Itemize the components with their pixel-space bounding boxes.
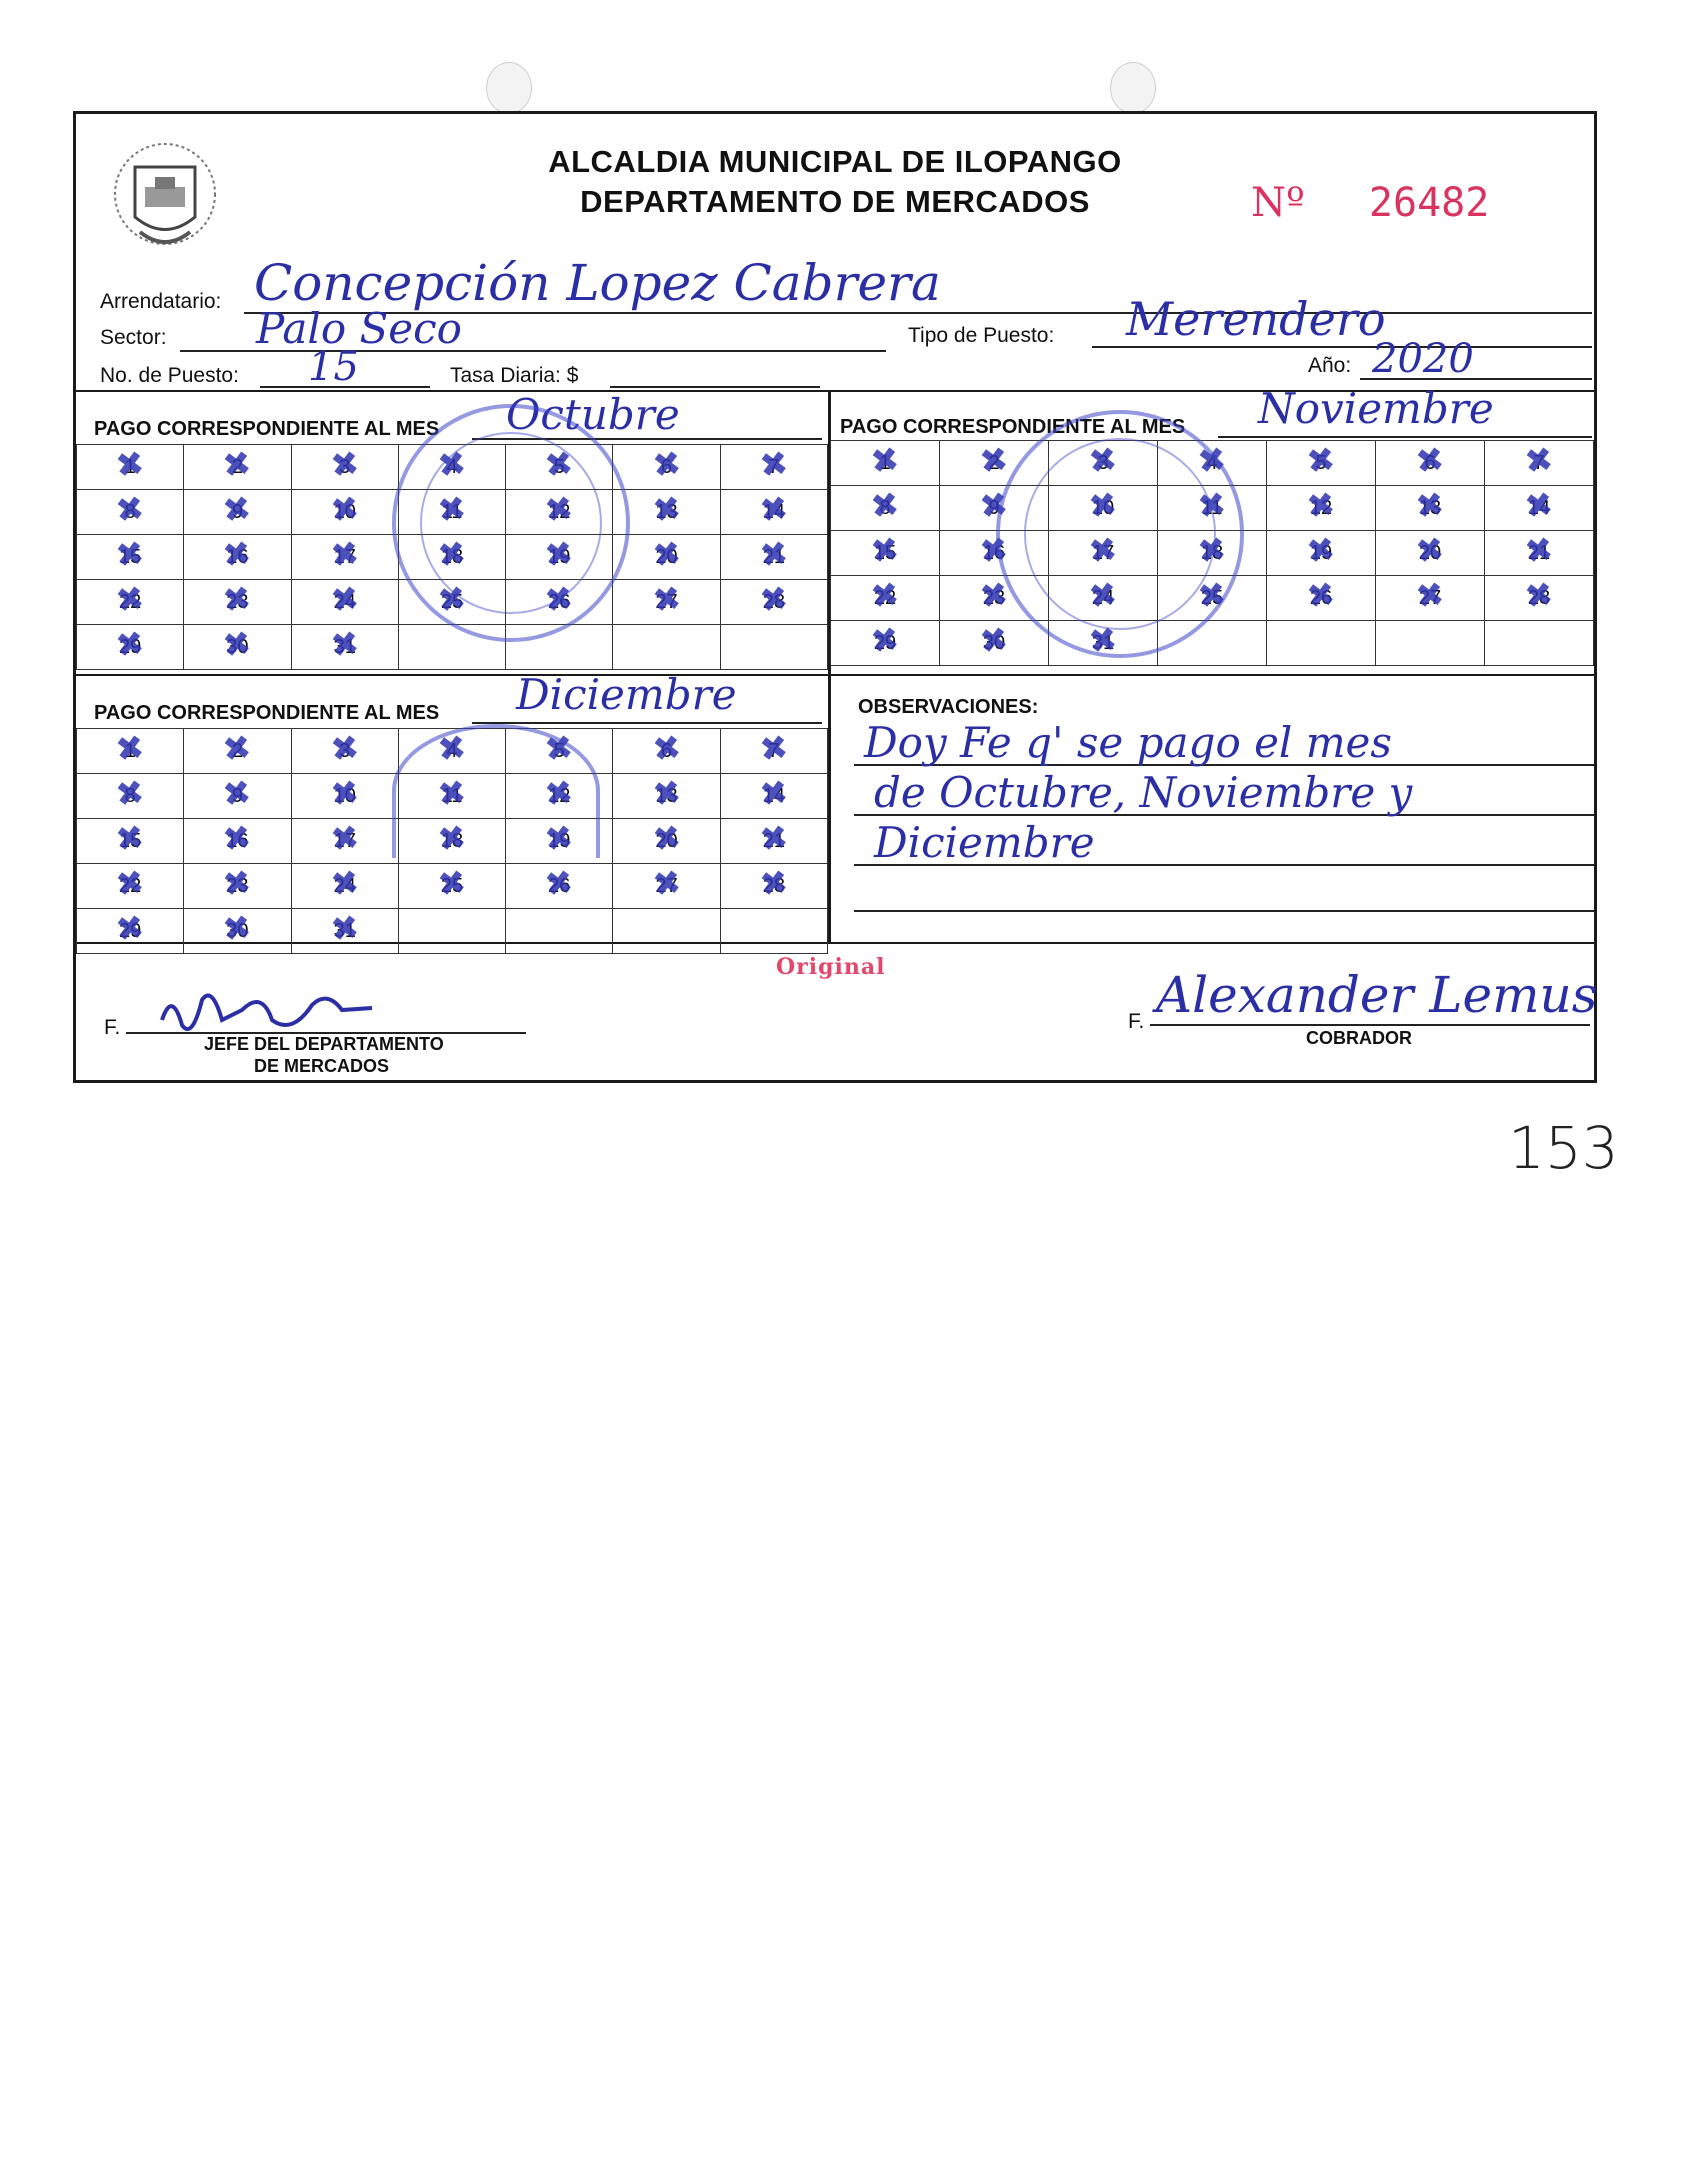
day-cell-7: 7 ✖ — [720, 729, 827, 774]
serial-number — [1251, 180, 1489, 226]
arrendatario-label: Arrendatario: — [100, 290, 222, 313]
day-cell-29: 29 ✖ — [77, 909, 184, 954]
day-cell-17: 17 ✖ — [291, 819, 398, 864]
day-cell-12: 12 ✖ — [506, 490, 613, 535]
day-cell-21: 21 ✖ — [720, 819, 827, 864]
day-cell-18: 18 ✖ — [398, 535, 505, 580]
day-cell-empty — [506, 909, 613, 954]
day-cell-18: 18 ✖ — [1158, 531, 1267, 576]
day-cell-6: 6 ✖ — [613, 729, 720, 774]
day-cell-empty — [613, 625, 720, 670]
day-row — [77, 909, 828, 954]
day-row — [831, 621, 1594, 666]
day-cell-27: 27 ✖ — [613, 864, 720, 909]
day-cell-2: 2 ✖ — [184, 729, 291, 774]
signature-left-prefix: F. — [104, 1016, 121, 1039]
day-row — [77, 864, 828, 909]
day-cell-23: 23 ✖ — [184, 580, 291, 625]
day-cell-19: 19 ✖ — [1267, 531, 1376, 576]
obs-text-3: Diciembre — [874, 818, 1095, 867]
day-row — [77, 625, 828, 670]
day-cell-20: 20 ✖ — [1376, 531, 1485, 576]
day-cell-3: 3 ✖ — [291, 445, 398, 490]
day-cell-20: 20 ✖ — [613, 535, 720, 580]
day-cell-13: 13 ✖ — [613, 490, 720, 535]
day-cell-8: 8 ✖ — [77, 774, 184, 819]
day-cell-empty — [613, 909, 720, 954]
day-cell-16: 16 ✖ — [940, 531, 1049, 576]
day-cell-4: 4 ✖ — [398, 729, 505, 774]
month-title-dic: PAGO CORRESPONDIENTE AL MES — [94, 702, 440, 724]
day-cell-16: 16 ✖ — [184, 535, 291, 580]
day-cell-11: 11 ✖ — [398, 490, 505, 535]
cancelado-stamp-oct — [392, 404, 630, 642]
signature-right-prefix: F. — [1128, 1010, 1145, 1033]
day-cell-3: 3 ✖ — [291, 729, 398, 774]
day-cell-11: 11 ✖ — [1158, 486, 1267, 531]
day-cell-24: 24 ✖ — [1049, 576, 1158, 621]
day-cell-empty — [720, 625, 827, 670]
payment-card — [73, 111, 1597, 1083]
day-cell-5: 5 ✖ — [506, 729, 613, 774]
month-title-nov: PAGO CORRESPONDIENTE AL MES — [840, 416, 1186, 438]
day-cell-6: 6 ✖ — [613, 445, 720, 490]
day-cell-4: 4 ✖ — [398, 445, 505, 490]
day-cell-1: 1 ✖ — [831, 441, 940, 486]
original-stamp: Original — [776, 954, 886, 980]
day-cell-12: 12 ✖ — [1267, 486, 1376, 531]
day-cell-25: 25 ✖ — [398, 580, 505, 625]
tipo-puesto-value: Merendero — [1126, 292, 1386, 346]
serial-number-value: 26482 — [1368, 180, 1490, 226]
day-cell-31: 31 ✖ — [291, 909, 398, 954]
punch-hole-right — [1110, 62, 1156, 114]
month-title-oct: PAGO CORRESPONDIENTE AL MES — [94, 418, 440, 440]
tipo-puesto-underline — [1092, 346, 1592, 348]
day-cell-26: 26 ✖ — [506, 864, 613, 909]
day-cell-22: 22 ✖ — [831, 576, 940, 621]
day-cell-27: 27 ✖ — [613, 580, 720, 625]
day-cell-5: 5 ✖ — [1267, 441, 1376, 486]
day-cell-16: 16 ✖ — [184, 819, 291, 864]
day-cell-2: 2 ✖ — [184, 445, 291, 490]
observaciones-label: OBSERVACIONES: — [858, 696, 1039, 718]
signature-right-name: Alexander Lemus — [1156, 966, 1598, 1024]
day-cell-26: 26 ✖ — [506, 580, 613, 625]
day-cell-31: 31 ✖ — [291, 625, 398, 670]
day-cell-empty — [398, 909, 505, 954]
day-cell-29: 29 ✖ — [77, 625, 184, 670]
cancelado-stamp-dic — [392, 724, 600, 858]
obs-line-4 — [854, 910, 1594, 912]
day-cell-11: 11 ✖ — [398, 774, 505, 819]
day-cell-19: 19 ✖ — [506, 535, 613, 580]
day-cell-4: 4 ✖ — [1158, 441, 1267, 486]
header-title-1: ALCALDIA MUNICIPAL DE ILOPANGO — [548, 144, 1122, 179]
day-cell-17: 17 ✖ — [291, 535, 398, 580]
day-cell-25: 25 ✖ — [398, 864, 505, 909]
day-cell-1: 1 ✖ — [77, 445, 184, 490]
day-cell-10: 10 ✖ — [291, 774, 398, 819]
day-cell-26: 26 ✖ — [1267, 576, 1376, 621]
obs-text-2: de Octubre, Noviembre y — [874, 768, 1413, 817]
serial-number-label: Nº — [1251, 180, 1305, 226]
day-cell-15: 15 ✖ — [77, 535, 184, 580]
signature-left-caption-1: JEFE DEL DEPARTAMENTO — [204, 1034, 444, 1054]
puesto-label: No. de Puesto: — [100, 364, 239, 387]
day-cell-17: 17 ✖ — [1049, 531, 1158, 576]
day-cell-24: 24 ✖ — [291, 580, 398, 625]
punch-hole-left — [486, 62, 532, 114]
day-cell-25: 25 ✖ — [1158, 576, 1267, 621]
day-cell-18: 18 ✖ — [398, 819, 505, 864]
day-cell-29: 29 ✖ — [831, 621, 940, 666]
day-cell-3: 3 ✖ — [1049, 441, 1158, 486]
day-cell-15: 15 ✖ — [831, 531, 940, 576]
anio-label: Año: — [1308, 354, 1352, 377]
day-cell-28: 28 ✖ — [720, 864, 827, 909]
day-cell-21: 21 ✖ — [720, 535, 827, 580]
day-cell-empty — [1485, 621, 1594, 666]
header-title-2: DEPARTAMENTO DE MERCADOS — [580, 184, 1090, 219]
day-cell-5: 5 ✖ — [506, 445, 613, 490]
signature-left-caption-2: DE MERCADOS — [254, 1056, 390, 1076]
day-cell-2: 2 ✖ — [940, 441, 1049, 486]
signature-right-caption: COBRADOR — [1306, 1028, 1412, 1048]
day-cell-10: 10 ✖ — [291, 490, 398, 535]
day-cell-1: 1 ✖ — [77, 729, 184, 774]
obs-text-1: Doy Fe q' se pago el mes — [864, 718, 1392, 767]
divider-middle — [76, 674, 1594, 676]
month-name-nov: Noviembre — [1258, 384, 1494, 433]
day-cell-7: 7 ✖ — [720, 445, 827, 490]
day-cell-23: 23 ✖ — [184, 864, 291, 909]
tasa-diaria-underline — [610, 386, 820, 388]
day-cell-empty — [720, 909, 827, 954]
month-name-oct: Octubre — [506, 390, 680, 439]
day-cell-28: 28 ✖ — [1485, 576, 1594, 621]
day-cell-14: 14 ✖ — [1485, 486, 1594, 531]
day-cell-8: 8 ✖ — [831, 486, 940, 531]
sector-label: Sector: — [100, 326, 167, 349]
month-underline-dic — [472, 722, 822, 724]
day-cell-23: 23 ✖ — [940, 576, 1049, 621]
day-cell-31: 31 ✖ — [1049, 621, 1158, 666]
day-cell-30: 30 ✖ — [940, 621, 1049, 666]
day-cell-20: 20 ✖ — [613, 819, 720, 864]
day-cell-22: 22 ✖ — [77, 864, 184, 909]
page-number: 153 — [1508, 1114, 1619, 1182]
day-cell-24: 24 ✖ — [291, 864, 398, 909]
day-cell-6: 6 ✖ — [1376, 441, 1485, 486]
day-cell-28: 28 ✖ — [720, 580, 827, 625]
day-cell-27: 27 ✖ — [1376, 576, 1485, 621]
day-cell-14: 14 ✖ — [720, 490, 827, 535]
sector-value: Palo Seco — [256, 304, 462, 353]
day-cell-empty — [1267, 621, 1376, 666]
day-cell-13: 13 ✖ — [613, 774, 720, 819]
month-underline-nov — [1218, 436, 1592, 438]
day-cell-15: 15 ✖ — [77, 819, 184, 864]
day-cell-10: 10 ✖ — [1049, 486, 1158, 531]
day-cell-13: 13 ✖ — [1376, 486, 1485, 531]
day-cell-empty — [1376, 621, 1485, 666]
day-cell-9: 9 ✖ — [940, 486, 1049, 531]
signature-right-line — [1150, 1024, 1590, 1026]
cancelado-stamp-nov — [996, 410, 1244, 658]
day-cell-22: 22 ✖ — [77, 580, 184, 625]
day-cell-21: 21 ✖ — [1485, 531, 1594, 576]
day-cell-9: 9 ✖ — [184, 774, 291, 819]
tasa-diaria-label: Tasa Diaria: $ — [450, 364, 579, 387]
day-cell-12: 12 ✖ — [506, 774, 613, 819]
day-cell-30: 30 ✖ — [184, 625, 291, 670]
day-cell-8: 8 ✖ — [77, 490, 184, 535]
day-cell-14: 14 ✖ — [720, 774, 827, 819]
day-cell-30: 30 ✖ — [184, 909, 291, 954]
day-cell-7: 7 ✖ — [1485, 441, 1594, 486]
day-cell-9: 9 ✖ — [184, 490, 291, 535]
observaciones-lines — [854, 714, 1594, 934]
puesto-value: 15 — [308, 344, 359, 390]
tipo-puesto-label: Tipo de Puesto: — [908, 324, 1055, 347]
month-name-dic: Diciembre — [516, 670, 737, 719]
anio-value: 2020 — [1372, 336, 1474, 382]
arrendatario-value: Concepción Lopez Cabrera — [254, 254, 941, 312]
day-cell-19: 19 ✖ — [506, 819, 613, 864]
